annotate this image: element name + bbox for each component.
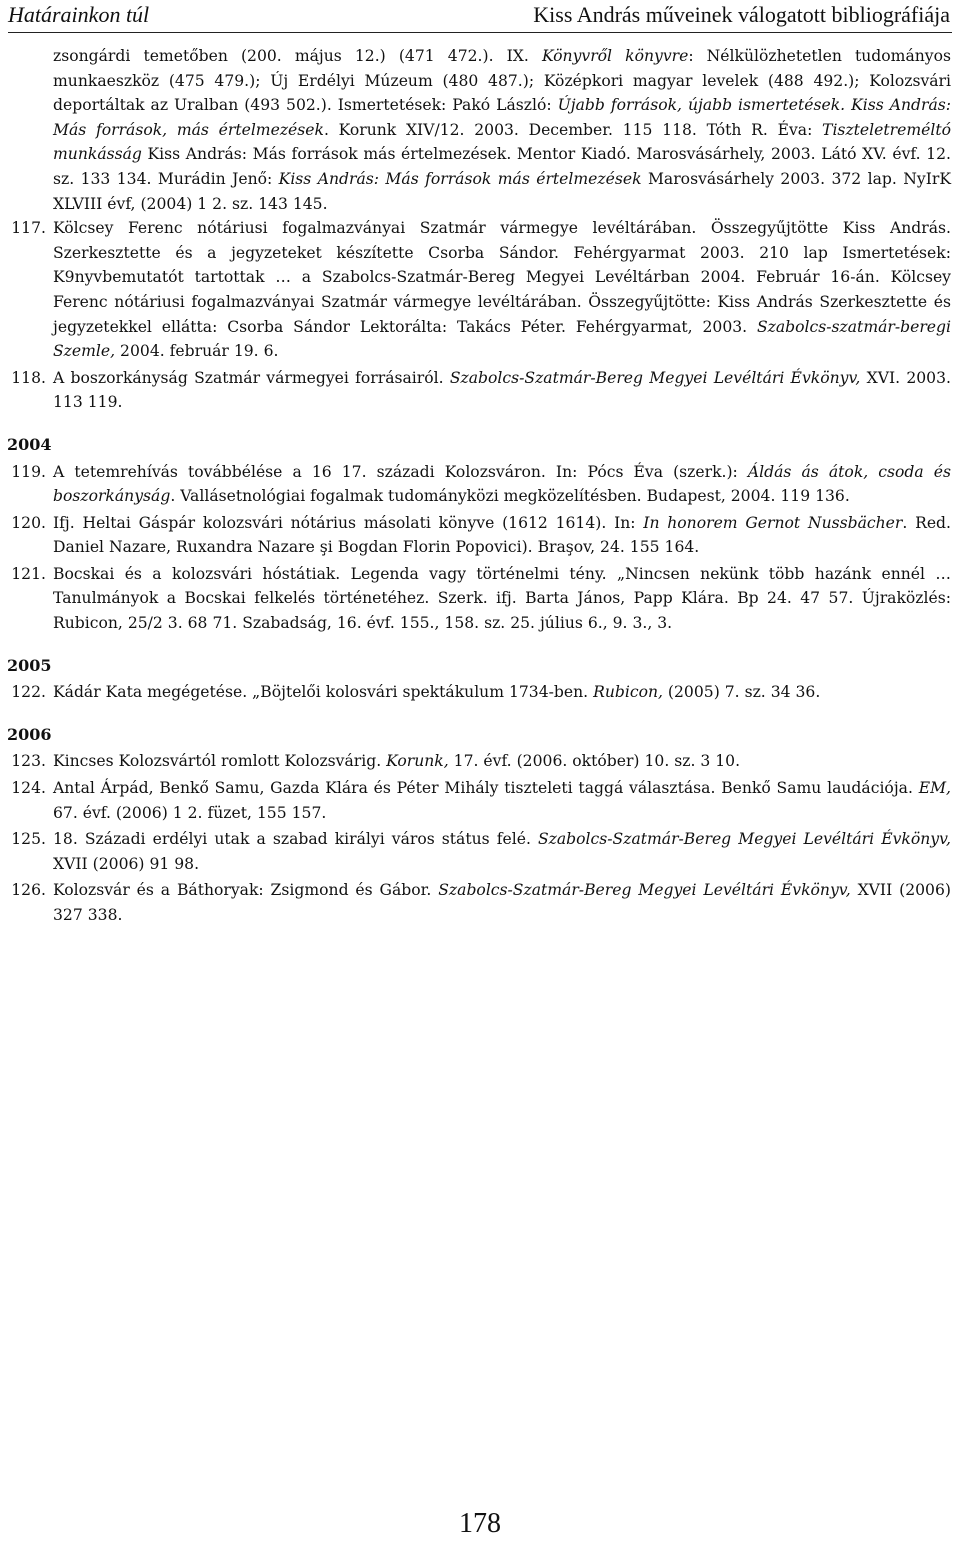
italic-text-segment: Korunk, xyxy=(386,752,449,771)
italic-text-segment: EM, xyxy=(918,779,951,798)
bibliography-entry xyxy=(11,562,951,636)
italic-text-segment: Újabb források, újabb ismertetések. Kiss András: Más források, más értelmezések xyxy=(53,96,952,139)
bibliography-entry xyxy=(11,460,951,509)
intro-paragraph xyxy=(53,44,951,216)
bibliography-entry xyxy=(11,776,951,825)
italic-text-segment: Könyvről könyvre xyxy=(541,47,689,65)
bibliography-entry xyxy=(11,878,951,927)
text-segment: Kádár Kata megégetése. „Böjtelői kolosvári spektákulum 1734-ben. xyxy=(53,683,594,702)
bibliography-entry xyxy=(11,680,951,705)
bibliography-entry xyxy=(11,511,951,560)
text-segment: Marosvásárhely 2003. 372 lap. NyIrK XLVIII évf, (2004) 1 2. sz. 143 145. xyxy=(53,169,951,213)
text-segment: . Korunk XIV/12. 2003. December. 115 118. Tóth R. Éva: xyxy=(323,120,823,139)
italic-text-segment: Szabolcs-Szatmár-Bereg Megyei Levéltári Évkönyv, xyxy=(449,368,861,387)
bibliography-entry xyxy=(11,366,951,415)
entry-number: 126. xyxy=(11,881,46,900)
italic-text-segment: Szabolcs-Szatmár-Bereg Megyei Levéltári Évkönyv, xyxy=(537,830,951,849)
text-segment: (2005) 7. sz. 34 36. xyxy=(662,683,821,702)
header-right-title: Kiss András műveinek válogatott bibliográfiája xyxy=(533,2,950,27)
text-segment: Ifj. Heltai Gáspár kolozsvári nótárius másolati könyve (1612 1614). In: xyxy=(53,513,644,532)
text-segment: 2004. február 19. 6. xyxy=(115,342,279,361)
entry-number: 121. xyxy=(11,564,46,583)
entry-number: 120. xyxy=(11,513,46,532)
italic-text-segment: Szabolcs-szatmár-beregi Szemle, xyxy=(53,317,951,361)
entry-number: 119. xyxy=(11,462,46,481)
text-segment: . Red. Daniel Nazare, Ruxandra Nazare şi Bogdan Florin Popovici). Braşov, 24. 155 164. xyxy=(53,513,951,557)
year-heading: 2004 xyxy=(7,434,52,454)
text-segment: Bocskai és a kolozsvári hóstátiak. Legenda vagy történelmi tény. „Nincsen nekünk több hazánk ennél … Tanulmányok a Bocskai felkelés történetéhez. Szerk. ifj. Barta János, Papp Klára. Bp 24. 47 57. Újraközlés: Rubicon, 25/2 3. 68 71. Szabadság, 16. évf. 155., 158. sz. 25. július 6., 9. 3., 3. xyxy=(53,564,951,633)
running-header xyxy=(8,0,952,33)
italic-text-segment: Szabolcs-Szatmár-Bereg Megyei Levéltári Évkönyv, xyxy=(438,881,851,900)
bibliography-groups xyxy=(7,216,951,927)
text-segment: XVII (2006) 327 338. xyxy=(53,881,951,924)
italic-text-segment: Tiszteletreméltó munkásság xyxy=(53,120,951,164)
text-segment: . Vallásetnológiai fogalmak tudományközi megközelítésben. Budapest, 2004. 119 136. xyxy=(170,487,850,506)
entry-number: 118. xyxy=(11,368,46,387)
page-number: 178 xyxy=(459,1508,501,1539)
text-segment: Kiss András: Más források más értelmezések. Mentor Kiadó. Marosvásárhely, 2003. Látó XV. évf. 12. sz. 133 134. Murádin Jenő: xyxy=(53,145,951,188)
italic-text-segment: Áldás ás átok, csoda és boszorkányság xyxy=(53,462,951,506)
text-segment: 18. Századi erdélyi utak a szabad királyi város státus felé. xyxy=(53,830,538,849)
year-heading: 2006 xyxy=(7,724,52,744)
bibliography-entry xyxy=(11,216,951,364)
text-segment: Antal Árpád, Benkő Samu, Gazda Klára és Péter Mihály tiszteleti taggá választása. Benkő Samu laudációja. xyxy=(53,779,919,798)
entry-number: 117. xyxy=(11,219,46,238)
text-segment: XVI. 2003. 113 119. xyxy=(53,368,951,412)
text-segment: zsongárdi temetőben (200. május 12.) (471 472.). IX. xyxy=(53,47,542,65)
text-segment: : Nélkülözhetetlen tudományos munkaeszköz (475 479.); Új Erdélyi Múzeum (480 487.); Középkori magyar levelek (488 492.); Kolozsvári deportáltak az Uralban (493 502.). Ismertetések: Pakó László: xyxy=(53,47,951,115)
bibliography-entry xyxy=(11,749,951,774)
text-segment: 17. évf. (2006. október) 10. sz. 3 10. xyxy=(448,752,741,771)
entry-number: 123. xyxy=(11,752,46,771)
bibliography-content xyxy=(7,44,952,930)
year-heading: 2005 xyxy=(7,655,52,675)
text-segment: Kolozsvár és a Báthoryak: Zsigmond és Gábor. xyxy=(53,881,439,900)
text-segment: 67. évf. (2006) 1 2. füzet, 155 157. xyxy=(53,803,327,822)
text-segment: A boszorkányság Szatmár vármegyei forrásairól. xyxy=(53,368,450,387)
text-segment: XVII (2006) 91 98. xyxy=(53,854,200,873)
header-left-title: Határainkon túl xyxy=(8,2,150,27)
text-segment: Kölcsey Ferenc nótáriusi fogalmazványai Szatmár vármegye levéltárában. Összegyűjtötte Kiss András. Szerkesztette és a jegyzeteket készítette Csorba Sándor. Fehérgyarmat 2003. 210 lap Ismertetések: K9nyvbemutatót tartottak … a Szabolcs-Szatmár-Bereg Megyei Levéltárban 2004. Február 16-án. Kölcsey Ferenc nótáriusi fogalmazványai Szatmár vármegye levéltárában. Összegyűjtötte: Kiss András Szerkesztette és jegyzetekkel ellátta: Csorba Sándor Lektorálta: Takács Péter. Fehérgyarmat, 2003. xyxy=(53,219,951,336)
entry-number: 124. xyxy=(11,779,46,798)
text-segment: A tetemrehívás továbbélése a 16 17. századi Kolozsváron. In: Pócs Éva (szerk.): xyxy=(53,462,748,481)
italic-text-segment: In honorem Gernot Nussbächer xyxy=(643,513,903,532)
entry-number: 122. xyxy=(11,683,46,702)
bibliography-entry xyxy=(11,827,951,876)
text-segment: Kincses Kolozsvártól romlott Kolozsvárig. xyxy=(53,752,387,771)
italic-text-segment: Rubicon, xyxy=(593,683,663,702)
italic-text-segment: Kiss András: Más források más értelmezések xyxy=(278,169,642,188)
entry-number: 125. xyxy=(11,830,46,849)
